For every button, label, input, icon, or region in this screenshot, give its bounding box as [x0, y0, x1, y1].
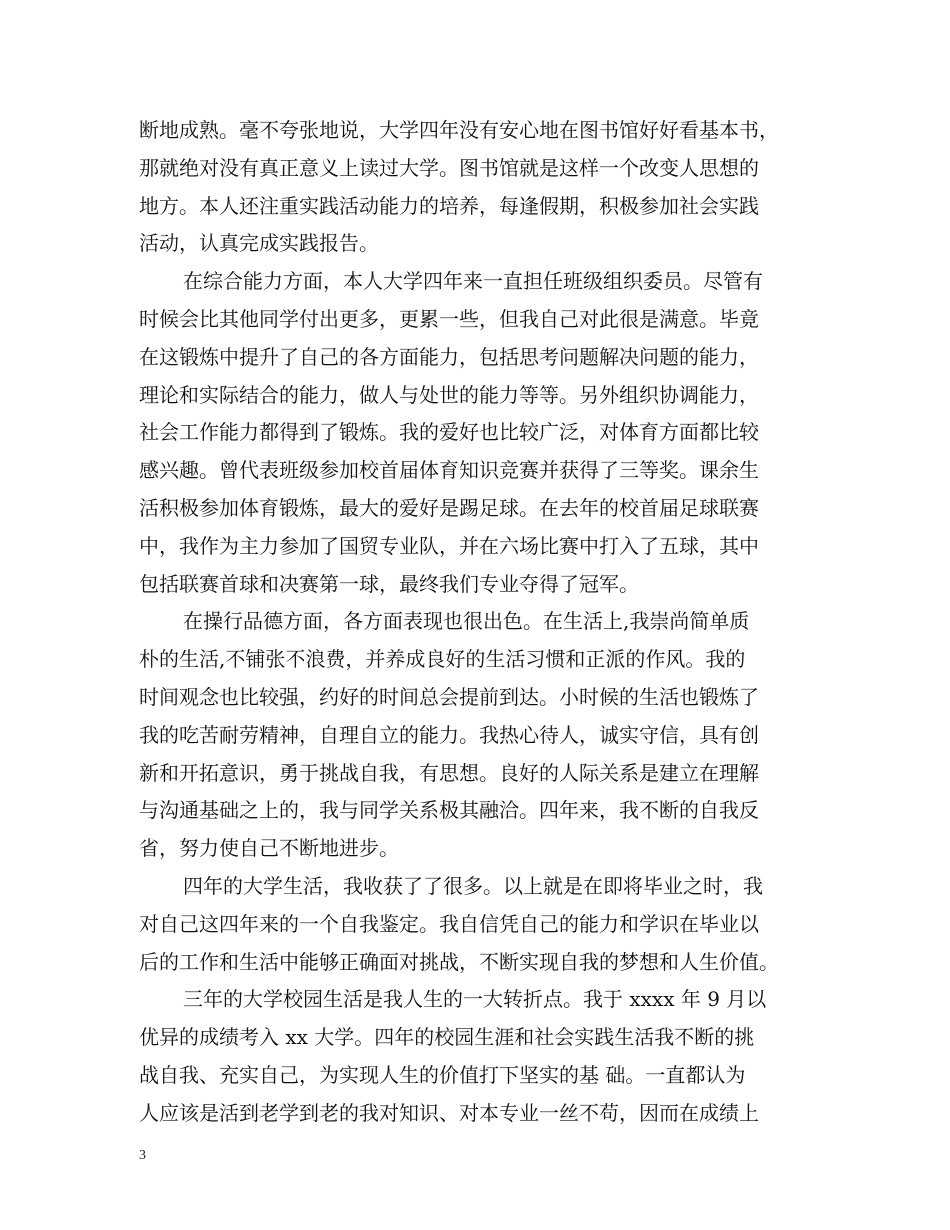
text-line: 在操行品德方面，各方面表现也很出色。在生活上,我崇尚简单质 [183, 609, 750, 634]
paragraph [139, 981, 829, 1132]
text-line: 活积极参加体育锻炼，最大的爱好是踢足球。在去年的校首届足球联赛 [139, 495, 759, 520]
text-line: 中，我作为主力参加了国贸专业队，并在六场比赛中打入了五球，其中 [139, 533, 759, 558]
body-text [139, 112, 829, 1133]
text-line: 新和开拓意识，勇于挑战自我，有思想。良好的人际关系是建立在理解 [139, 760, 759, 785]
text-line: 时候会比其他同学付出更多，更累一些，但我自己对此很是满意。毕竟 [139, 306, 759, 331]
text-line: 战自我、充实自己，为实现人生的价值打下坚实的基 础。一直都认为 [139, 1062, 746, 1087]
text-line: 包括联赛首球和决赛第一球，最终我们专业夺得了冠军。 [139, 571, 639, 596]
text-line: 四年的大学生活，我收获了了很多。以上就是在即将毕业之时，我 [183, 873, 763, 898]
paragraph [139, 603, 829, 868]
text-line: 断地成熟。毫不夸张地说，大学四年没有安心地在图书馆好好看基本书， [139, 118, 779, 142]
page-number: 3 [139, 1148, 146, 1163]
text-line: 后的工作和生活中能够正确面对挑战，不断实现自我的梦想和人生价值。 [139, 949, 779, 974]
text-line: 感兴趣。曾代表班级参加校首届体育知识竞赛并获得了三等奖。课余生 [139, 458, 759, 483]
text-line: 优异的成绩考入 xx 大学。四年的校园生涯和社会实践生活我不断的挑 [139, 1025, 755, 1050]
text-line: 朴的生活,不铺张不浪费，并养成良好的生活习惯和正派的作风。我的 [139, 647, 746, 672]
text-line: 时间观念也比较强，约好的时间总会提前到达。小时候的生活也锻炼了 [139, 684, 759, 709]
text-line: 那就绝对没有真正意义上读过大学。图书馆就是这样一个改变人思想的 [139, 155, 759, 180]
text-line: 我的吃苦耐劳精神，自理自立的能力。我热心待人，诚实守信，具有创 [139, 722, 759, 747]
paragraph [139, 263, 829, 603]
text-line: 在这锻炼中提升了自己的各方面能力，包括思考问题解决问题的能力， [139, 344, 759, 369]
text-line: 对自己这四年来的一个自我鉴定。我自信凭自己的能力和学识在毕业以 [139, 911, 759, 936]
text-line: 理论和实际结合的能力，做人与处世的能力等等。另外组织协调能力， [139, 382, 759, 407]
text-line: 社会工作能力都得到了锻炼。我的爱好也比较广泛，对体育方面都比较 [139, 420, 759, 445]
text-line: 与沟通基础之上的，我与同学关系极其融洽。四年来，我不断的自我反 [139, 798, 759, 823]
text-line: 省，努力使自己不断地进步。 [139, 836, 399, 861]
text-line: 三年的大学校园生活是我人生的一大转折点。我于 xxxx 年 9 月以 [183, 987, 767, 1012]
text-line: 地方。本人还注重实践活动能力的培养，每逢假期，积极参加社会实践 [139, 193, 759, 218]
paragraph [139, 868, 829, 981]
text-line: 人应该是活到老学到老的我对知识、对本专业一丝不苟，因而在成绩上 [139, 1100, 759, 1125]
text-line: 活动，认真完成实践报告。 [139, 231, 379, 256]
text-line: 在综合能力方面，本人大学四年来一直担任班级组织委员。尽管有 [183, 269, 763, 294]
paragraph [139, 112, 829, 263]
